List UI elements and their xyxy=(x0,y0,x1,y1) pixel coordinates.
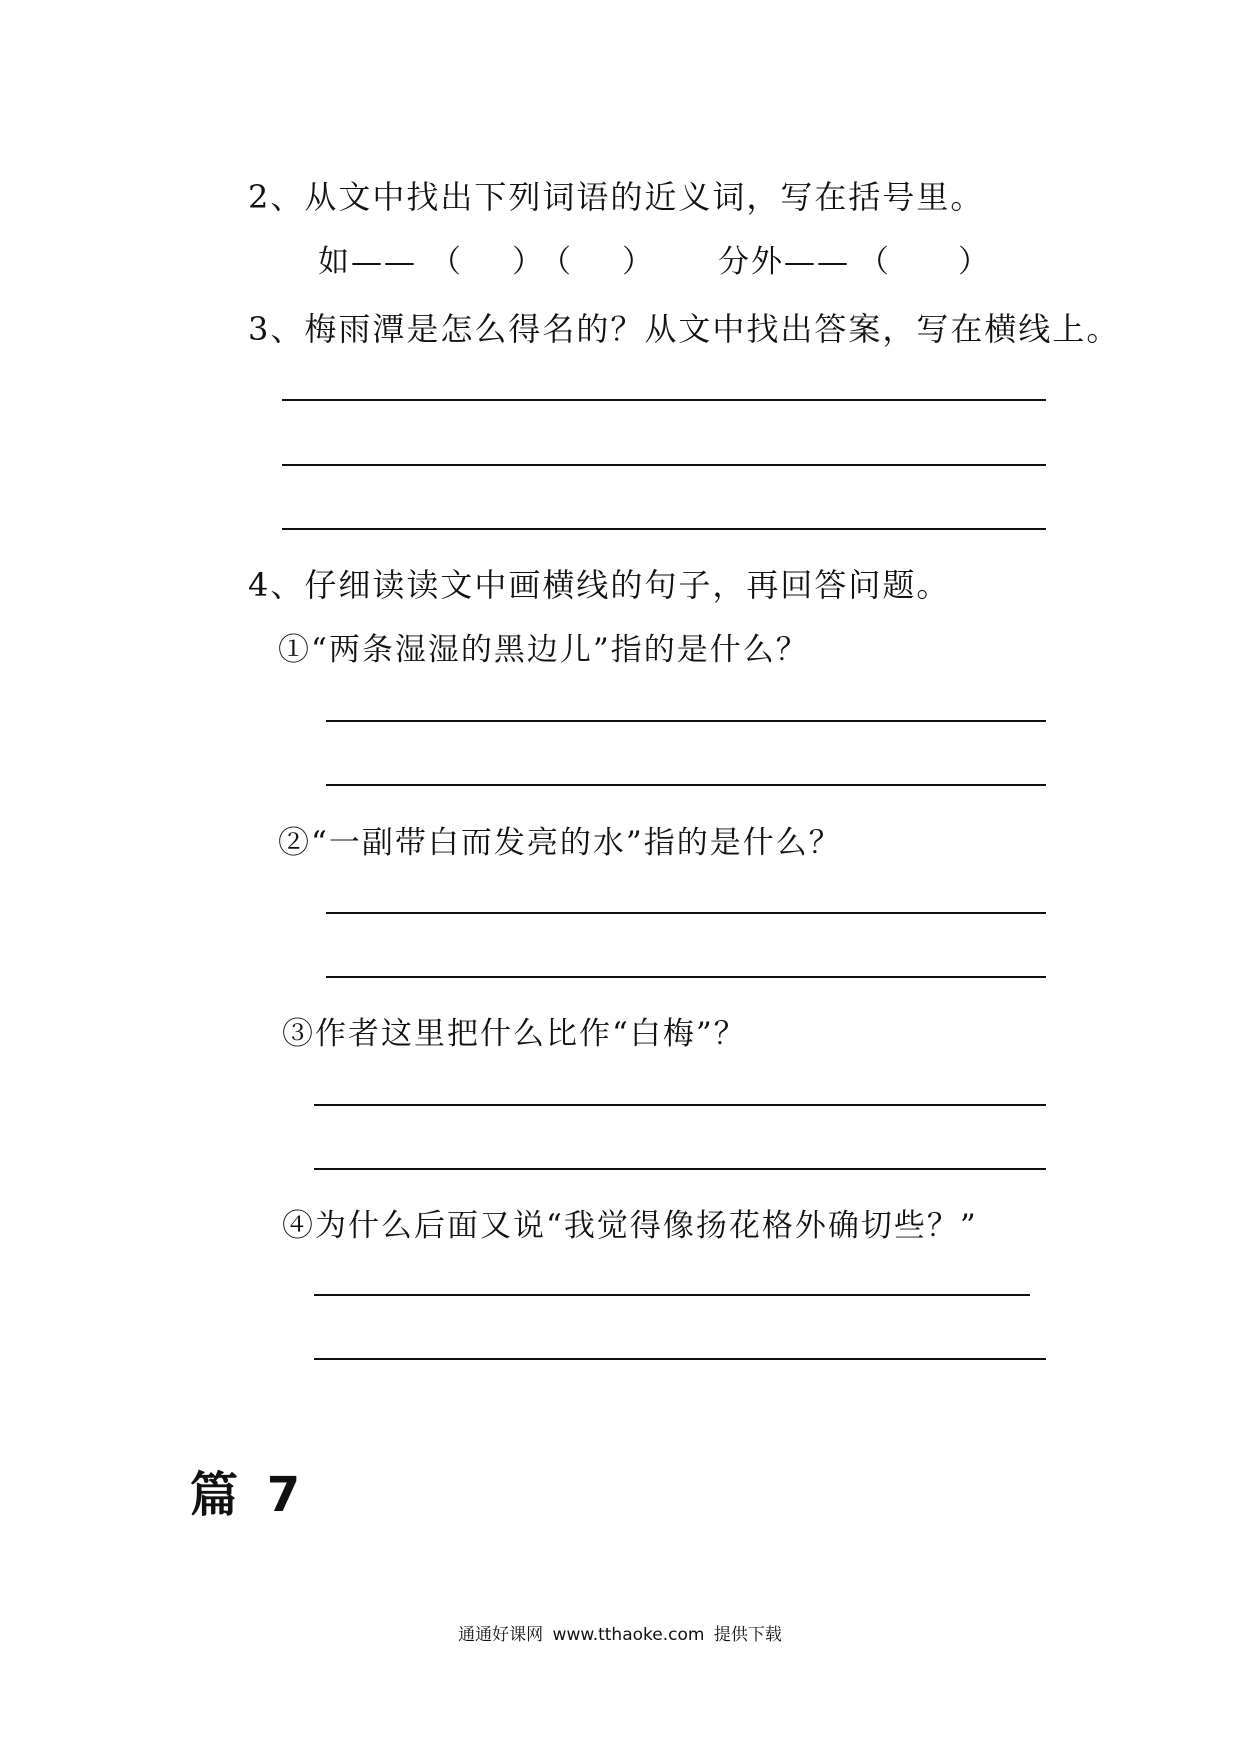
answer-line xyxy=(314,1294,1030,1296)
answer-paren-open: （ xyxy=(430,244,461,280)
question-3: 3、梅雨潭是怎么得名的？从文中找出答案，写在横线上。 xyxy=(248,310,1121,348)
answer-line xyxy=(314,1358,1046,1360)
answer-line xyxy=(282,464,1046,466)
answer-paren-close: ） xyxy=(512,244,543,280)
answer-paren-close: ） xyxy=(622,244,653,280)
answer-line xyxy=(326,720,1046,722)
question-4-sub-4: ④为什么后面又说“我觉得像扬花格外确切些？” xyxy=(282,1208,978,1244)
answer-line xyxy=(282,399,1046,401)
footer-text: 通通好课网 www.tthaoke.com 提供下载 xyxy=(458,1625,782,1645)
answer-line xyxy=(326,976,1046,978)
section-title: 篇 7 xyxy=(190,1467,307,1523)
synonym-word-2: 分外—— xyxy=(718,244,850,280)
question-4: 4、仔细读读文中画横线的句子，再回答问题。 xyxy=(248,566,951,604)
question-2: 2、从文中找出下列词语的近义词，写在括号里。 xyxy=(248,178,985,216)
answer-line xyxy=(326,784,1046,786)
question-4-sub-2: ②“一副带白而发亮的水”指的是什么？ xyxy=(278,825,842,861)
answer-paren-open: （ xyxy=(858,244,889,280)
answer-paren-open: （ xyxy=(540,244,571,280)
answer-line xyxy=(282,528,1046,530)
synonym-word-1: 如—— xyxy=(318,244,417,280)
question-4-sub-3: ③作者这里把什么比作“白梅”？ xyxy=(282,1016,747,1052)
answer-line xyxy=(314,1168,1046,1170)
question-4-sub-1: ①“两条湿湿的黑边儿”指的是什么？ xyxy=(278,632,809,668)
answer-line xyxy=(314,1104,1046,1106)
answer-paren-close: ） xyxy=(958,244,989,280)
answer-line xyxy=(326,912,1046,914)
